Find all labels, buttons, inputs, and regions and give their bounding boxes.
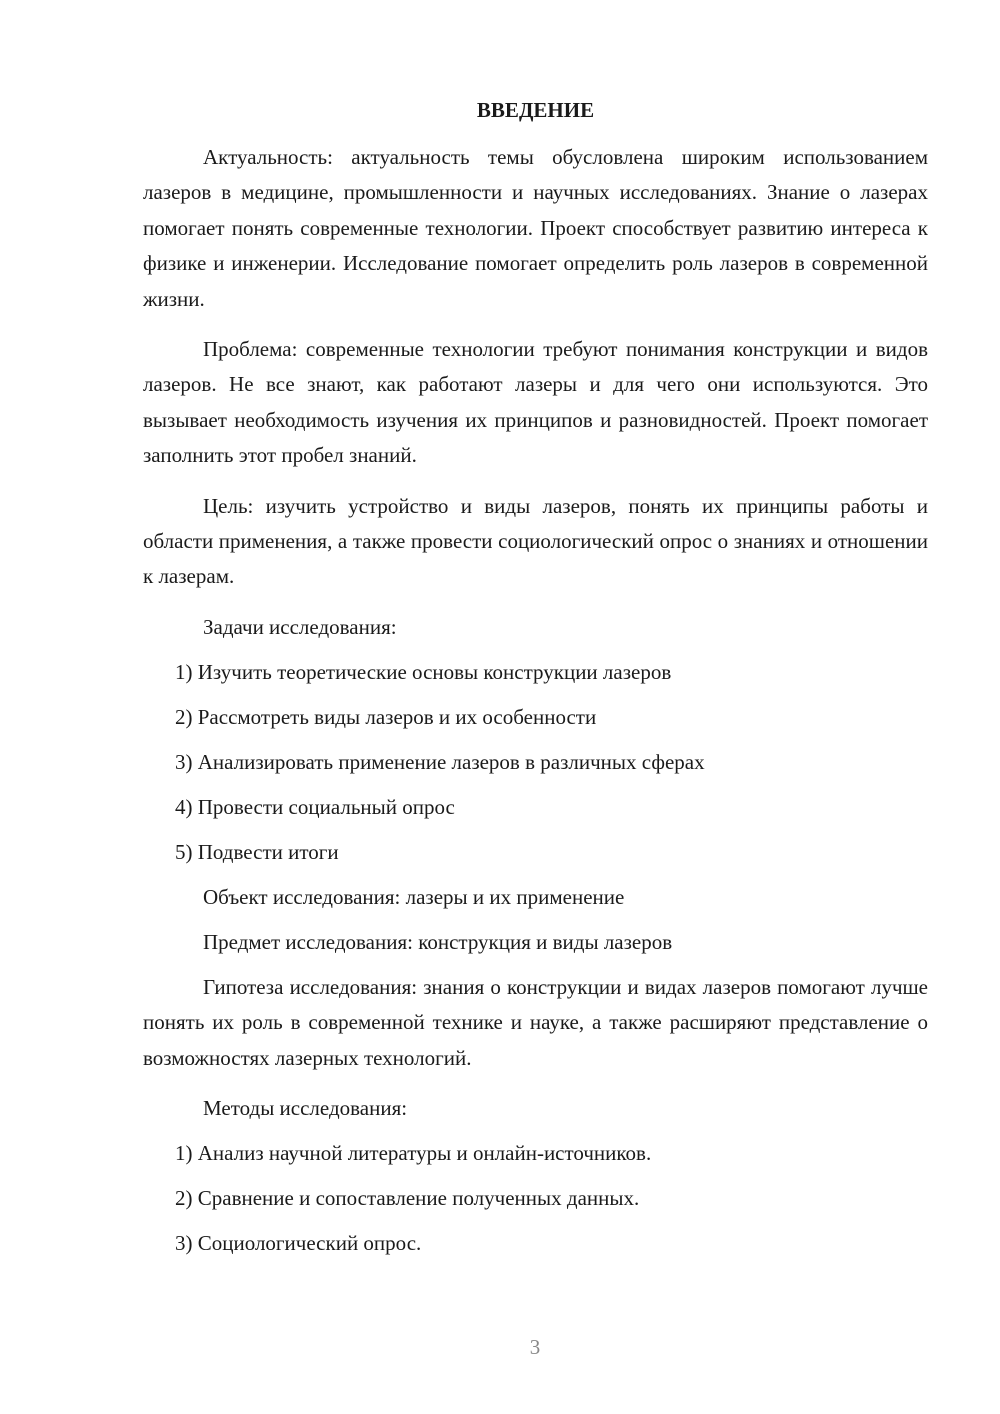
tasks-heading: Задачи исследования:: [203, 614, 397, 639]
list-item: 1) Анализ научной литературы и онлайн-источников.: [175, 1141, 652, 1166]
paragraph-relevance: Актуальность: актуальность темы обусловлена широким использованием лазеров в медицине, промышленности и научных исследованиях. Знание о лазерах помогает понять современные технологии. Проект способствует развитию интереса к физике и инженерии. Исследование помогает определить роль лазеров в современной жизни.: [143, 145, 928, 311]
list-item: 2) Сравнение и сопоставление полученных данных.: [175, 1186, 640, 1211]
list-item: 3) Социологический опрос.: [175, 1231, 422, 1256]
list-item: 3) Анализировать применение лазеров в различных сферах: [175, 749, 705, 774]
methods-list: [143, 1136, 928, 1261]
paragraph-goal: Цель: изучить устройство и виды лазеров, понять их принципы работы и области применения, а также провести социологический опрос о знаниях и отношении к лазерам.: [143, 493, 928, 589]
paragraph-problem: Проблема: современные технологии требуют понимания конструкции и видов лазеров. Не все знают, как работают лазеры и для чего они используются. Это вызывает необходимость изучения их принципов и разновидностей. Проект помогает заполнить этот пробел знаний.: [143, 337, 928, 468]
paragraph-hypothesis: Гипотеза исследования: знания о конструкции и видах лазеров помогают лучше понять их роль в современной технике и науке, а также расширяют представление о возможностях лазерных технологий.: [143, 974, 928, 1070]
page-number: 3: [529, 1335, 541, 1359]
page-title: ВВЕДЕНИЕ: [476, 98, 595, 122]
list-item: 5) Подвести итоги: [175, 839, 339, 864]
list-item: 4) Провести социальный опрос: [175, 794, 455, 819]
list-item: 2) Рассмотреть виды лазеров и их особенности: [175, 704, 597, 729]
research-subject: Предмет исследования: конструкция и виды лазеров: [203, 929, 673, 954]
list-item: 1) Изучить теоретические основы конструкции лазеров: [175, 659, 672, 684]
methods-heading: Методы исследования:: [203, 1096, 408, 1121]
tasks-list: [143, 655, 928, 870]
research-object: Объект исследования: лазеры и их применение: [203, 884, 625, 909]
document-page: [143, 92, 928, 1271]
